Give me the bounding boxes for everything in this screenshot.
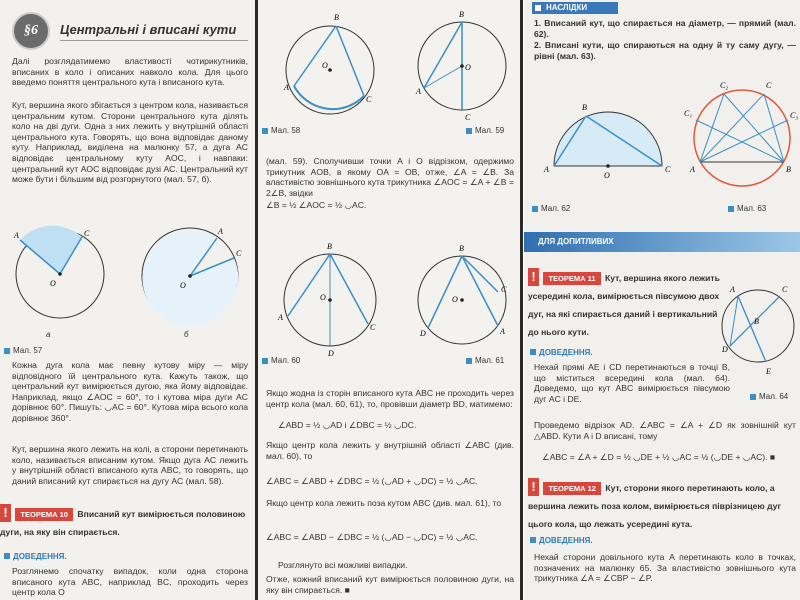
label-a-58: A [284,83,289,92]
figure-62-caption [532,204,570,213]
caption-square-icon [466,358,472,364]
theorem-10-tag: ТЕОРЕМА 10 [15,508,73,521]
proof-label-text-p3: ДОВЕДЕННЯ. [539,348,593,357]
figure-63-caption [728,204,766,213]
label-b-62: B [582,103,587,112]
label-o-60: O [320,293,326,302]
chord-bc-61 [462,256,498,292]
chord-ba-60 [288,254,330,316]
chord-ba-61 [462,256,498,326]
caption-square-icon [262,128,268,134]
caption-square-icon [262,358,268,364]
page-divider-2 [520,0,523,600]
figures-62-63 [534,76,799,206]
figure-59-caption [466,126,504,135]
proof-label-text-p3b: ДОВЕДЕННЯ. [539,536,593,545]
proof-start-text: Розглянемо спочатку випадок, коли одна сторона вписаного кута ABC, наприклад BC, проходить через центр кола O [12,566,248,598]
proof-label-text-p1: ДОВЕДЕННЯ. [13,552,67,561]
label-d-61: D [420,329,426,338]
page-middle [258,0,520,600]
label-c-60: C [370,323,376,332]
proof-continuation: (мал. 59). Сполучивши точки A і O відрізком, одержимо трикутник AOB, в якому OA = OB, отже, ∠A = ∠B. За властивістю зовнішнього кута трикутника ∠AOC = ∠A + ∠B = 2∠B, звідки [266,156,514,198]
curious-banner-text: ДЛЯ ДОПИТЛИВИХ [538,237,614,246]
exclamation-icon: ! [528,268,539,286]
figure-63-caption-text: Мал. 63 [737,204,767,213]
case-text: Якщо жодна із сторін вписаного кута ABC не проходить через центр кола (мал. 60, 61), то, провівши діаметр BD, матимемо: [266,388,514,409]
intro-text: Далі розглядатимемо властивості чотирикутників, вписаних в коло і описаних навколо кола. Для цього введемо поняття центрального кута і вписаного кута. [12,56,248,88]
exclamation-icon: ! [0,504,11,522]
label-c1-63: C₁ [684,109,693,118]
figure-58-caption [262,126,300,135]
inscribed-angle-definition: Кут, вершина якого лежить на колі, а сторони перетинають коло, називається вписаним кутом. Якщо дуга AC лежить у внутрішній області вписаного кута ABC, то говорять, що даний вписаний кут спирається на дугу AC (мал. 58). [12,444,248,486]
center-point-57b [188,274,192,278]
figure-64 [720,262,798,380]
caption-square-icon [466,128,472,134]
label-c-61: C [501,285,507,294]
theorem-12-box [528,478,796,532]
title-underline [60,40,248,41]
central-angle-definition: Кут, вершина якого збігається з центром кола, називається центральним кутом. Сторони центрального кута ділять коло на дві дуги. Одна з них лежить у внутрішній області центрального кута. Говорять, що вона відповідає даному куту. Наприклад, виділена на малюнку 57, а дуга AC відповідає центральному куту AOC, і навпаки: центральний кут AOC відповідає дузі AC. Центральний кут може бути і більшим від розгорнутого (мал. 57, б). [12,100,248,185]
corollary-2: 2. Вписані кути, що спираються на одну й ту саму дугу, — рівні (мал. 63). [534,40,796,61]
center-61 [460,298,464,302]
label-c-63: C [766,81,772,90]
line-ae-64 [738,296,766,362]
theorem-12-text: Кут, сторони якого перетинають коло, а вершина лежить поза колом, вимірюється піврізницею дуг цього кола, що лежать усередині кута. [528,483,782,529]
page-right [524,0,800,600]
formula-2: ∠ABD = ½ ◡AD і ∠DBC = ½ ◡DC. [278,420,417,430]
figure-57-caption-text: Мал. 57 [13,346,43,355]
figure-57-caption [4,346,42,355]
corollary-1: 1. Вписаний кут, що спирається на діаметр, — прямий (мал. 62). [534,18,796,39]
proof-label-p3b [530,536,593,545]
label-o-59: O [465,63,471,72]
label-c-59: C [465,113,471,122]
theorem-12-tag: ТЕОРЕМА 12 [543,482,601,495]
proof-square-icon [4,553,10,559]
theorem-11-text: Кут, вершина якого лежить усередині кола, вимірюється півсумою двох дуг, на які спирається даний і вертикальний до нього кути. [528,273,720,337]
formula-3: ∠ABC = ∠ABD + ∠DBC = ½ (◡AD + ◡DC) = ½ ◡AC. [266,476,478,486]
label-o-62: O [604,171,610,180]
chord-ba-58 [294,26,336,86]
label-c-58: C [366,95,372,104]
exclamation-icon: ! [528,478,539,496]
chord-bc-58 [336,26,364,96]
chord-ba-59 [424,22,462,88]
label-c3-63: C₃ [790,111,799,120]
theorem-11-box [528,268,724,340]
section-number: §6 [12,12,50,50]
caption-square-icon [532,206,538,212]
line-c-b1-63 [696,120,784,162]
proof-square-icon [530,537,536,543]
proof-11b-text: Проведемо відрізок AD. ∠ABC = ∠A + ∠D як зовнішній кут △ABD. Кути A і D вписані, тому [534,420,796,441]
all-cases-text: Розглянуто всі можливі випадки. [278,560,408,570]
figure-57 [12,222,248,340]
label-a-62: A [544,165,549,174]
figures-58-59 [266,6,516,124]
formula-11: ∠ABC = ∠A + ∠D = ½ ◡DE + ½ ◡AC = ½ (◡DE + ◡AC). ■ [542,452,776,462]
label-o-61: O [452,295,458,304]
proof-11-text: Нехай прямі AE і CD перетинаються в точці B, що міститься всередині кола (мал. 64). Доведемо, що кут ABC вимірюється півсумою дуг AC і DE. [534,362,730,404]
conclusion-text: Отже, кожний вписаний кут вимірюється половиною дуги, на яку він спирається. ■ [266,574,514,595]
label-b-58: B [334,13,339,22]
corollaries-header [532,2,618,14]
theorem-11-tag: ТЕОРЕМА 11 [543,272,600,285]
label-a-60: A [278,313,283,322]
theorem-10-box [0,504,252,540]
figures-60-61 [266,240,516,358]
figure-57-sub-a: а [46,330,51,339]
figure-61-caption [466,356,504,365]
label-b-63: B [786,165,791,174]
line-a-c2-63 [700,120,788,162]
label-c-57a: C [84,229,90,238]
section-header [12,12,248,50]
label-a-63: A [690,165,695,174]
page-left [0,0,255,600]
curious-banner [524,232,800,252]
caption-square-icon [750,394,756,400]
case-inside-text: Якщо центр кола лежить у внутрішній області ∠ABC (див. мал. 60), то [266,440,514,461]
label-b-61: B [459,244,464,253]
semicircle-62 [554,112,662,166]
center-58 [328,68,332,72]
label-b-59: B [459,10,464,19]
figure-64-caption-text: Мал. 64 [759,392,789,401]
center-62 [606,164,610,168]
label-o-58: O [322,61,328,70]
figure-60-caption [262,356,300,365]
label-c-57b: C [236,249,242,258]
figure-58-caption-text: Мал. 58 [271,126,301,135]
case-outside-text: Якщо центр кола лежить поза кутом ABC (див. мал. 61), то [266,498,502,508]
caption-square-icon [4,348,10,354]
label-b-64: B [754,317,759,326]
formula-4: ∠ABC = ∠ABD − ∠DBC = ½ (◡AD − ◡DC) = ½ ◡AC. [266,532,478,542]
label-a-59: A [416,87,421,96]
line-c-c1-63 [764,94,784,162]
label-a-57a: A [14,231,19,240]
label-c-64: C [782,285,788,294]
label-e-64: E [766,367,771,376]
label-o-57a: O [50,279,56,288]
label-a-64: A [730,285,735,294]
figure-57-sub-b: б [184,330,189,339]
label-d-60: D [328,349,334,358]
arc-measure-text: Кожна дуга кола має певну кутову міру — міру відповідного їй центрального кута. Кажуть також, що центральний кут вимірюється дугою, яка йому відповідає. Наприклад, якщо ∠AOC = 60°, то і кутова міра дуги AC дорівнює 60°. Пишуть: ◡AC = 60°. Кутова міра всього кола дорівнює 360°. [12,360,248,423]
caption-square-icon [728,206,734,212]
figure-64-caption [750,392,788,401]
figure-62-caption-text: Мал. 62 [541,204,571,213]
label-o-57b: O [180,281,186,290]
label-d-64: D [722,345,728,354]
proof-12-text: Нехай сторони довільного кута A перетинають коло в точках, позначених на малюнку 65. За властивістю зовнішнього кута трикутника ∠A = ∠CBP − ∠P. [534,552,796,584]
section-title: Центральні і вписані кути [60,22,237,37]
label-a-61: A [500,327,505,336]
theorem-10-text: Вписаний кут вимірюється половиною дуги, на яку він спирається. [0,509,246,537]
central-sector-57b [142,230,238,326]
center-59 [460,64,464,68]
proof-label-p3 [530,348,593,357]
header-square-icon [535,5,541,11]
proof-square-icon [530,349,536,355]
center-60 [328,298,332,302]
corollaries-header-text: НАСЛІДКИ [546,3,588,12]
center-point-57a [58,272,62,276]
label-a-57b: A [218,227,223,236]
formula-1: ∠B = ½ ∠AOC = ½ ◡AC. [266,200,367,210]
proof-label-p1 [4,552,67,561]
chord-bc-60 [330,254,368,324]
label-c-62: C [665,165,671,174]
figure-60-caption-text: Мал. 60 [271,356,301,365]
label-c2-63: C₂ [720,81,729,90]
label-b-60: B [327,242,332,251]
figure-59-caption-text: Мал. 59 [475,126,505,135]
figure-61-caption-text: Мал. 61 [475,356,505,365]
